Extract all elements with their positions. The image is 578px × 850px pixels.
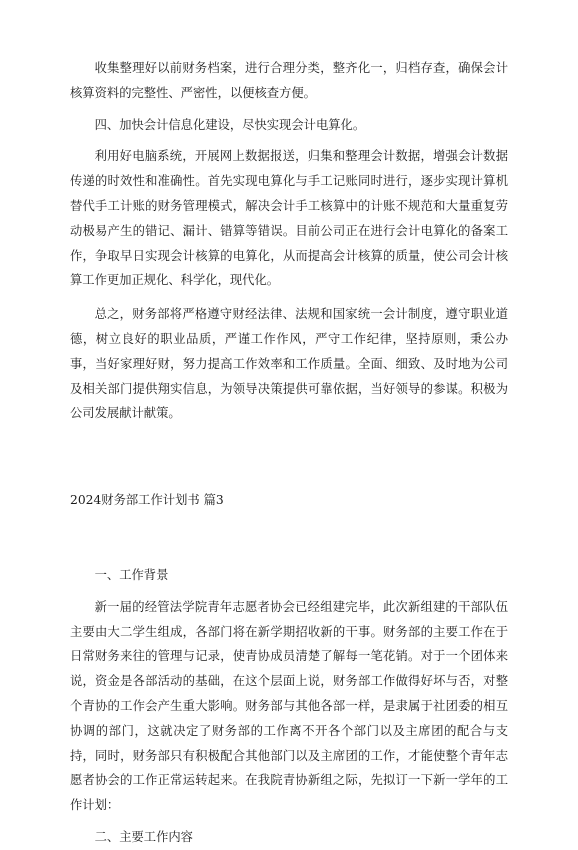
paragraph-background: 新一届的经管法学院青年志愿者协会已经组建完毕，此次新组建的干部队伍主要由大二学生组成，各部门将在新学期招收新的干事。财务部的主要工作在于日常财务来往的管理与记录，使青协成员清楚了解每一笔花销。对于一个团体来说，资金是各部活动的基础，在这个层面上说，财务部工作做得好坏与否，对整个青协的工作会产生重大影响。财务部与其他各部一样，是隶属于社团委的相互协调的部门，这就决定了财务部的工作离不开各个部门以及主席团的配合与支持，同时，财务部只有积极配合其他部门以及主席团的工作，才能使整个青年志愿者协会的工作正常运转起来。在我院青协新组之际，先拟订一下新一学年的工作计划： (70, 599, 508, 813)
paragraph-heading-four: 四、加快会计信息化建设，尽快实现会计电算化。 (94, 117, 366, 132)
paragraph-heading-background: 一、工作背景 (94, 567, 169, 582)
paragraph-heading-main-work: 二、主要工作内容 (94, 829, 193, 844)
paragraph-computerization: 利用好电脑系统，开展网上数据报送，归集和整理会计数据，增强会计数据传递的时效性和准确性。首先实现电算化与手工记账同时进行，逐步实现计算机替代手工计账的财务管理模式，解决会计手工核算中的计账不规范和大量重复劳动极易产生的错记、漏计、错算等错误。目前公司正在进行会计电算化的备案工作，争取早日实现会计核算的电算化，从而提高会计核算的质量，使公司会计核算工作更加正规化、科学化，现代化。 (70, 149, 508, 288)
section-title: 2024财务部工作计划书 篇3 (70, 493, 224, 508)
paragraph-conclusion: 总之，财务部将严格遵守财经法律、法规和国家统一会计制度，遵守职业道德，树立良好的职业品质，严谨工作作风，严守工作纪律，坚持原则，秉公办事，当好家理好财，努力提高工作效率和工作质量。全面、细致、及时地为公司及相关部门提供翔实信息，为领导决策提供可靠依据，当好领导的参谋。积极为公司发展献计献策。 (70, 307, 508, 421)
paragraph-archive: 收集整理好以前财务档案，进行合理分类，整齐化一，归档存查，确保会计核算资料的完整性、严密性，以便核查方便。 (70, 61, 508, 100)
